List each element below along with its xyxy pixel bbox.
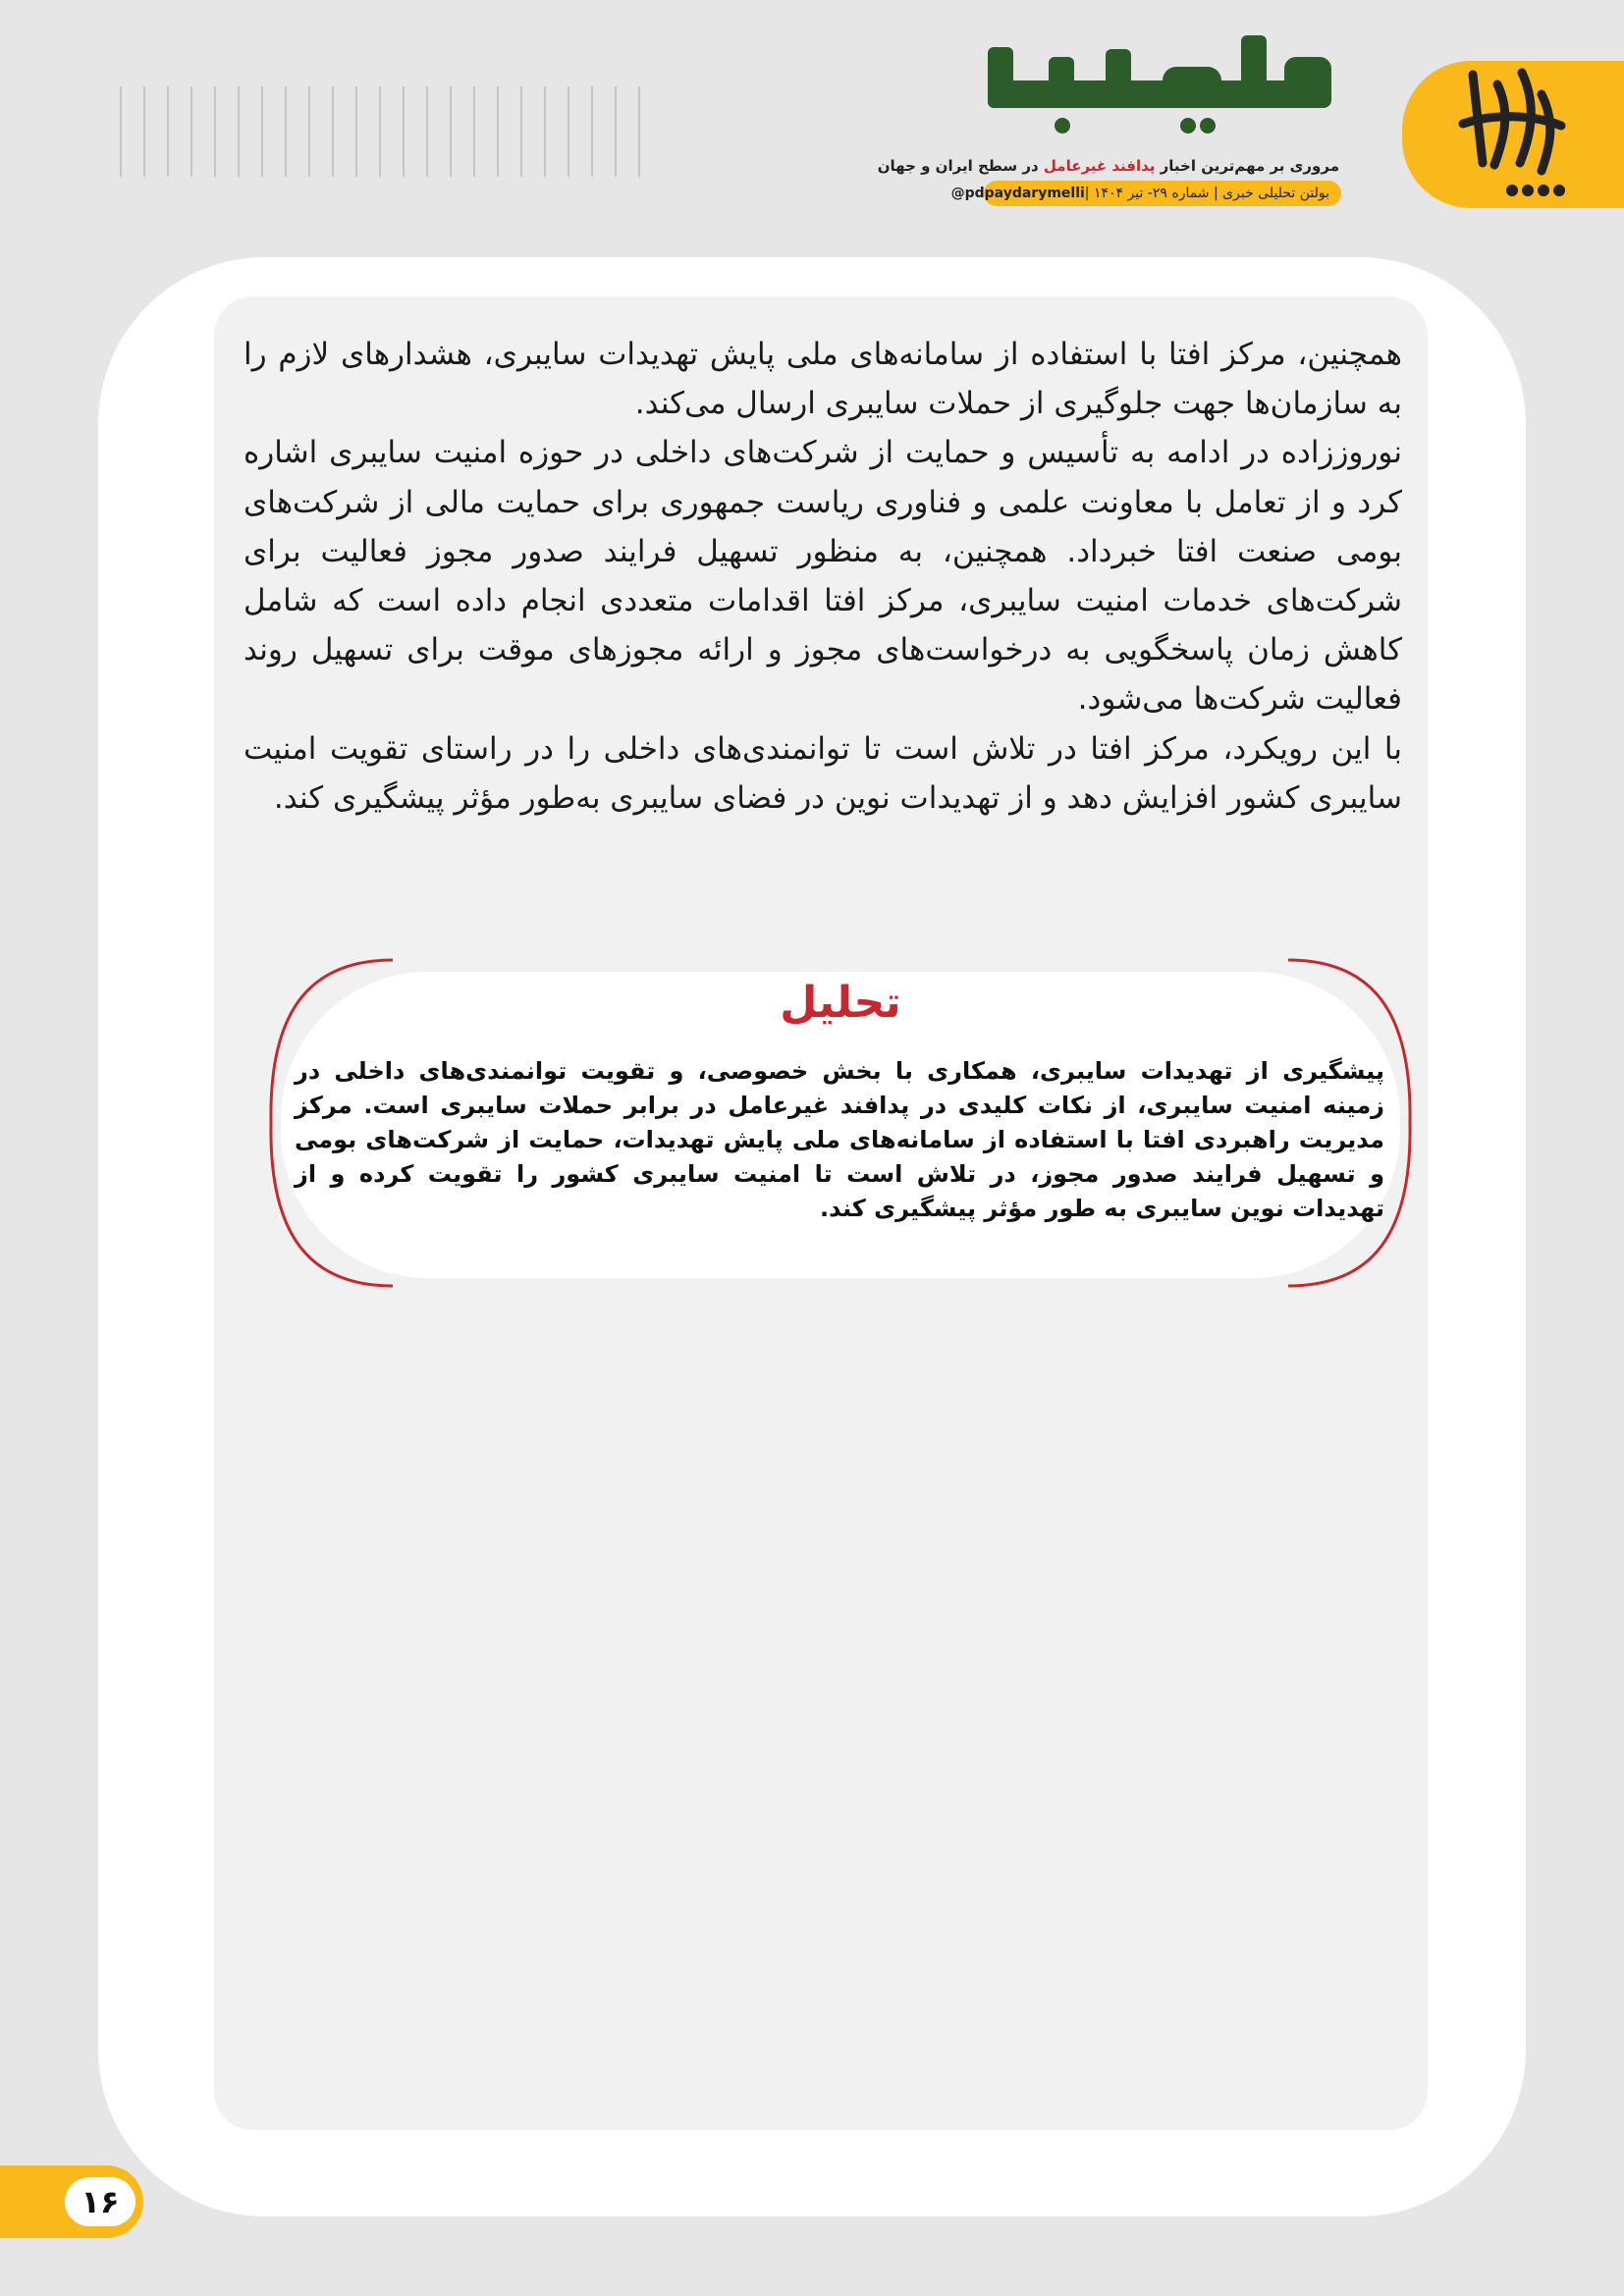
header-decorative-lines (120, 86, 935, 175)
article-paragraph: نوروززاده در ادامه به تأسیس و حمایت از شرکت‌های داخلی در حوزه امنیت سایبری اشاره کرد و از تعامل با معاونت علمی و فناوری ریاست جمهوری برای حمایت مالی از شرکت‌های بومی صنعت افتا خبرداد. همچنین، به منظور تسهیل فرایند صدور مجوز فعالیت برای شرکت‌های خدمات امنیت سایبری، مرکز افتا اقدامات متعددی انجام داده است که شامل کاهش زمان پاسخگویی به درخواست‌های مجوز و ارائه مجوزهای موقت برای تسهیل روند فعالیت شرکت‌ها می‌شود. (244, 435, 1402, 718)
social-handle[interactable]: @pdpaydarymelli (950, 186, 1085, 201)
brand-calligraphy-icon (1443, 55, 1581, 202)
article-paragraph: با این رویکرد، مرکز افتا در تلاش است تا توانمندی‌های داخلی را در راستای تقویت امنیت سایبری کشور افزایش دهد و از تهدیدات نوین در فضای سایبری به‌طور مؤثر پیشگیری کند. (244, 730, 1402, 816)
analysis-title: تحلیل (780, 978, 901, 1028)
bulletin-issue-info: بولتن تحلیلی خبری | شماره ۲۹- تیر ۱۴۰۴ | (1084, 186, 1329, 201)
page-number: ۱۶ (65, 2177, 135, 2226)
article-body (244, 330, 1402, 823)
tagline-highlight: پدافند غیرعامل (1043, 157, 1156, 175)
logo-wordmark-icon (980, 27, 1345, 157)
tagline-text-end: در سطح ایران و جهان (877, 157, 1044, 175)
publication-tagline (877, 157, 1339, 175)
article-paragraph: همچنین، مرکز افتا با استفاده از سامانه‌های ملی پایش تهدیدات سایبری، هشدارهای لازم را به سازمان‌ها جهت جلوگیری از حملات سایبری ارسال می‌کند. (244, 337, 1402, 422)
analysis-box (267, 956, 1414, 1290)
bulletin-info-bar (950, 181, 1341, 206)
publication-logo (980, 27, 1345, 157)
tagline-text-start: مروری بر مهم‌ترین اخبار (1155, 157, 1339, 175)
analysis-text: پیشگیری از تهدیدات سایبری، همکاری با بخش خصوصی، و تقویت توانمندی‌های داخلی در زمینه امنیت سایبری، از نکات کلیدی در پدافند غیرعامل در برابر حملات سایبری است. مرکز مدیریت راهبردی افتا با استفاده از سامانه‌های ملی پایش تهدیدات، حمایت از شرکت‌های بومی و تسهیل فرایند صدور مجوز، در تلاش است تا امنیت سایبری کشور را تقویت کرده و از تهدیدات نوین سایبری به طور مؤثر پیشگیری کند. (295, 1057, 1384, 1222)
